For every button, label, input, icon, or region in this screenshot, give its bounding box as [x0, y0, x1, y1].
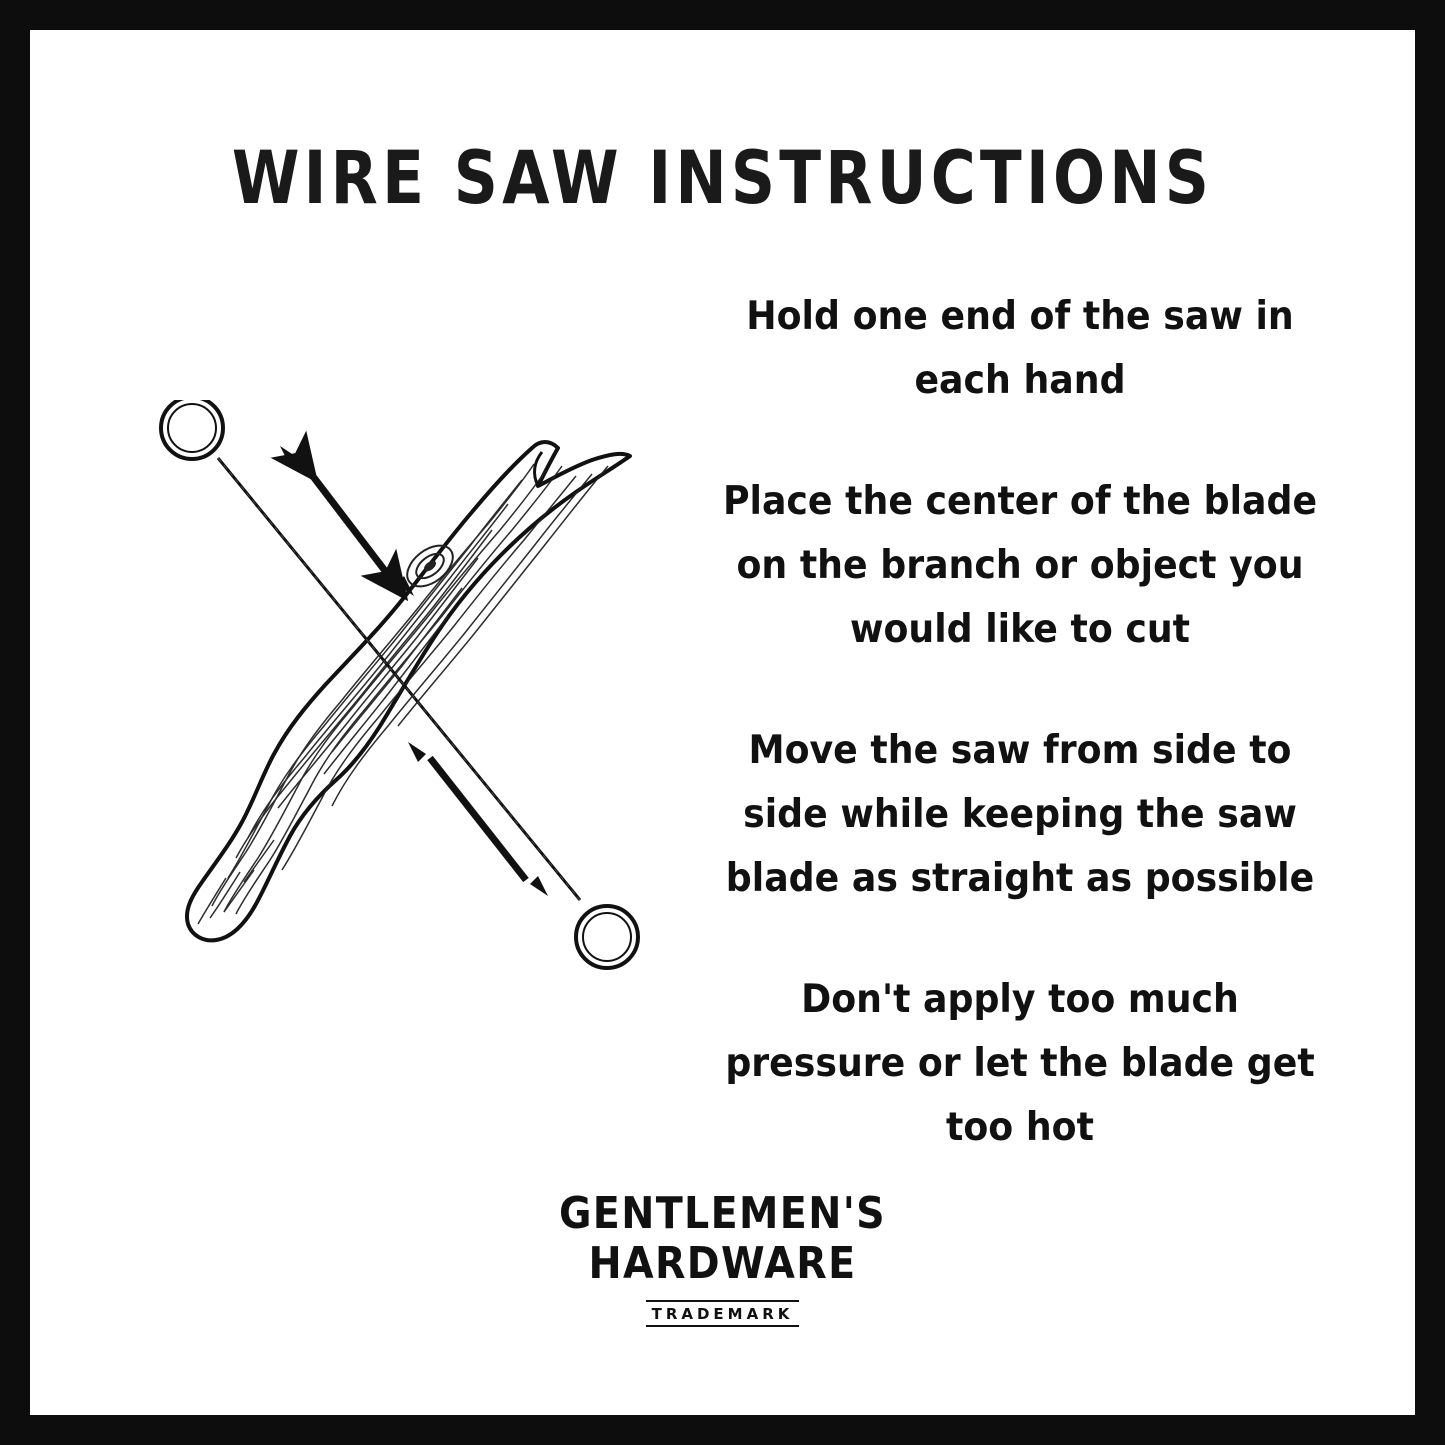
motion-arrow-upper — [280, 446, 414, 596]
instruction-step-4: Don't apply too much pressure or let the blade get too hot — [725, 976, 1315, 1151]
illustration-svg — [130, 400, 690, 970]
poster-card — [30, 30, 1415, 1415]
wire-saw-cutting-branch-diagram — [130, 400, 690, 970]
motion-arrow-lower — [408, 742, 548, 896]
saw-ring-handle-bottom-right — [576, 906, 638, 968]
saw-ring-handle-top-left — [161, 400, 223, 459]
brand-name-line2: HARDWARE — [588, 1237, 857, 1289]
page-title: WIRE SAW INSTRUCTIONS — [231, 136, 1214, 221]
brand-name-line1: GENTLEMEN'S — [558, 1188, 887, 1240]
instruction-step-1: Hold one end of the saw in each hand — [746, 294, 1294, 404]
instruction-step-3: Move the saw from side to side while keeping the saw blade as straight as possible — [725, 727, 1315, 902]
brand-trademark-label: TRADEMARK — [646, 1300, 800, 1327]
instruction-step-2: Place the center of the blade on the branch or object you would like to cut — [722, 478, 1318, 653]
brand-logo — [30, 1189, 1415, 1327]
instruction-steps — [690, 285, 1350, 1161]
